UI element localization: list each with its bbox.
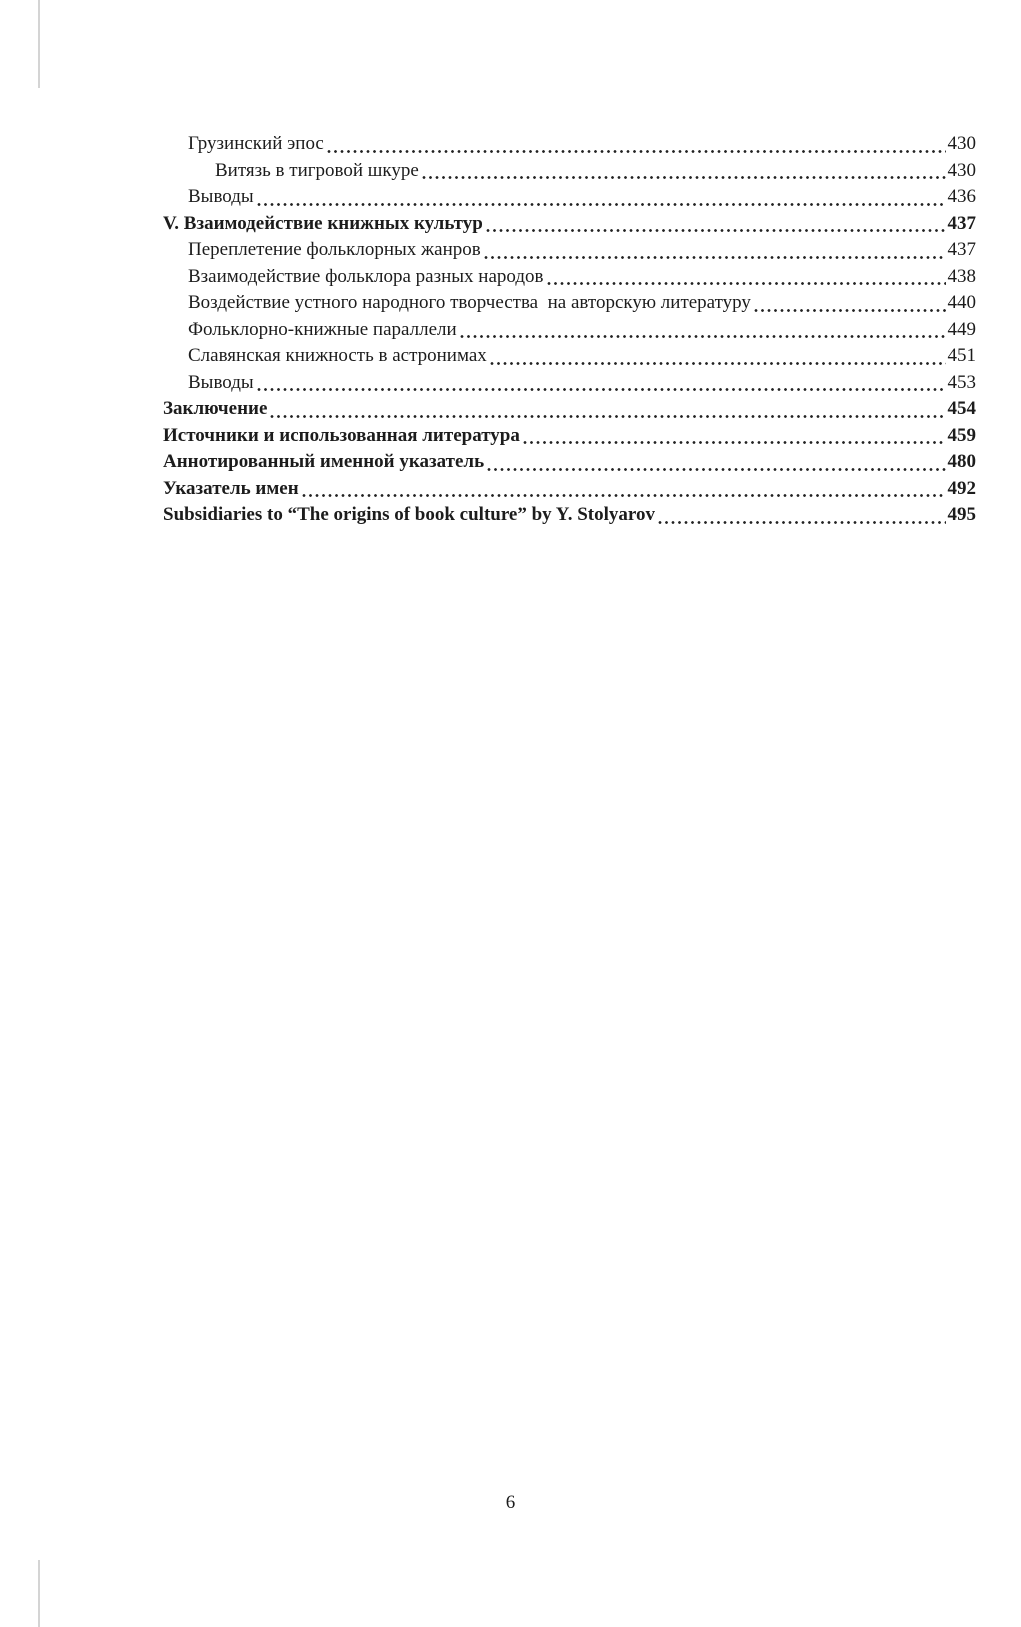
dot-leader	[460, 334, 946, 339]
toc-entry-label: Заключение	[163, 398, 268, 419]
toc-page-number: 430	[947, 159, 976, 181]
toc-page-number: 437	[947, 239, 976, 260]
dot-leader	[754, 308, 946, 313]
dot-leader	[523, 440, 946, 445]
toc-page-number: 449	[947, 318, 976, 340]
page-number: 6	[505, 1492, 516, 1513]
dot-leader	[257, 202, 946, 207]
toc-entry	[163, 158, 976, 185]
toc-entry-label: Славянская книжность в астронимах	[188, 345, 487, 366]
toc-entry-label: Subsidiaries to “The origins of book culture” by Y. Stolyarov	[163, 504, 655, 525]
toc-entry-label: Переплетение фольклорных жанров	[188, 239, 481, 260]
toc-entry-label: Витязь в тигровой шкуре	[215, 159, 419, 181]
scan-artifact-line	[38, 0, 40, 88]
toc-page-number: 492	[947, 477, 976, 499]
toc-page-number: 480	[947, 451, 976, 472]
toc-entry	[163, 396, 976, 423]
toc-entry-label: Указатель имен	[163, 477, 299, 499]
toc-entry	[163, 237, 976, 264]
toc-entry-label: V. Взаимодействие книжных культур	[163, 212, 483, 234]
toc-page-number: 495	[947, 504, 976, 525]
toc-entry	[163, 290, 976, 317]
toc-entry-label: Грузинский эпос	[188, 133, 324, 154]
toc-entry	[163, 131, 976, 158]
toc-list	[163, 131, 976, 529]
dot-leader	[302, 493, 946, 498]
toc-entry	[163, 184, 976, 211]
toc-entry-label: Аннотированный именной указатель	[163, 451, 485, 472]
toc-page-number: 451	[947, 345, 976, 366]
scan-artifact-line	[38, 1560, 40, 1627]
toc-page-number: 430	[947, 133, 976, 154]
dot-leader	[422, 175, 946, 180]
dot-leader	[486, 228, 946, 233]
dot-leader	[327, 149, 946, 154]
dot-leader	[487, 467, 945, 472]
toc-page-number: 438	[947, 265, 976, 287]
toc-page-number: 440	[947, 292, 976, 313]
dot-leader	[658, 520, 946, 525]
toc-entry-label: Выводы	[188, 186, 254, 207]
toc-entry	[163, 423, 976, 450]
dot-leader	[484, 255, 946, 260]
dot-leader	[257, 387, 946, 392]
toc-entry-label: Выводы	[188, 371, 254, 393]
dot-leader	[547, 281, 946, 286]
toc-entry	[163, 317, 976, 344]
toc-page-number: 436	[947, 186, 976, 207]
toc-entry-label: Фольклорно-книжные параллели	[188, 318, 457, 340]
dot-leader	[270, 414, 945, 419]
toc-page-number: 453	[947, 371, 976, 393]
toc-entry	[163, 264, 976, 291]
toc-entry-label: Взаимодействие фольклора разных народов	[188, 265, 544, 287]
toc-entry	[163, 211, 976, 238]
toc-entry	[163, 476, 976, 503]
toc-entry	[163, 502, 976, 529]
dot-leader	[490, 361, 946, 366]
toc-entry	[163, 370, 976, 397]
toc-entry-label: Воздействие устного народного творчества на авторскую литературу	[188, 292, 751, 313]
toc-page-number: 459	[947, 424, 976, 446]
toc-entry	[163, 449, 976, 476]
toc-page-number: 454	[947, 398, 976, 419]
toc-page-number: 437	[947, 212, 976, 234]
toc-entry	[163, 343, 976, 370]
toc-entry-label: Источники и использованная литература	[163, 424, 520, 446]
